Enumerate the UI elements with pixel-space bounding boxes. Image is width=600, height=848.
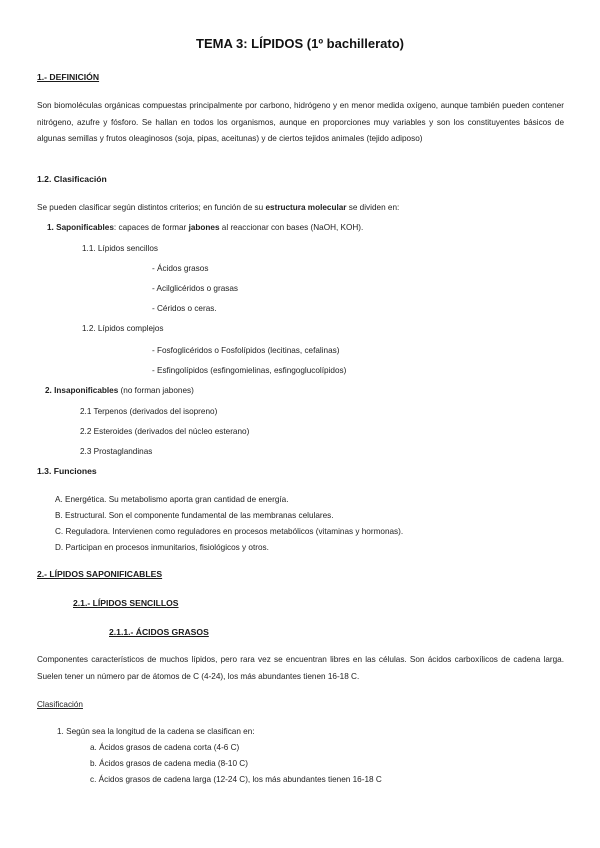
subsection-heading-acidos-grasos: 2.1.1.- ÁCIDOS GRASOS: [109, 627, 209, 637]
list-item: - Céridos o ceras.: [152, 304, 217, 313]
saponificables-text: : capaces de formar: [113, 223, 189, 232]
insaponificables-text: (no forman jabones): [118, 386, 194, 395]
list-item: - Esfingolípidos (esfingomielinas, esfingoglucolípidos): [152, 366, 347, 375]
insaponificables-item: [45, 382, 194, 399]
insaponificables-number: 2.: [45, 386, 52, 395]
lipidos-sencillos-label: 1.1. Lípidos sencillos: [82, 244, 159, 253]
intro-text: Se pueden clasificar según distintos criterios; en función de su: [37, 203, 266, 212]
list-item: 2.2 Esteroides (derivados del núcleo esterano): [80, 427, 250, 436]
list-item: D. Participan en procesos inmunitarios, fisiológicos y otros.: [55, 543, 269, 552]
list-item: 2.1 Terpenos (derivados del isopreno): [80, 407, 218, 416]
definicion-paragraph: Son biomoléculas orgánicas compuestas principalmente por carbono, hidrógeno y en menor medida oxígeno, aunque también pueden contener nitrógeno, azufre y fósforo. Se hallan en todos los organismos, aunque en proporciones muy variables y son los constituyentes básicos de algunas semillas y frutos oleaginosos (soja, pipas, aceitunas) y de ciertos tejidos animales (tejido adiposo): [37, 101, 564, 143]
saponificables-text-end: al reaccionar con bases (NaOH, KOH).: [219, 223, 364, 232]
clasificacion-intro: [37, 199, 399, 216]
document-title: TEMA 3: LÍPIDOS (1º bachillerato): [196, 36, 404, 51]
intro-bold: estructura molecular: [265, 203, 347, 212]
lipidos-complejos-label: 1.2. Lípidos complejos: [82, 324, 164, 333]
list-item: A. Energética. Su metabolismo aporta gran cantidad de energía.: [55, 495, 289, 504]
section-heading-definicion: 1.- DEFINICIÓN: [37, 72, 100, 82]
section-heading-saponificables: 2.- LÍPIDOS SAPONIFICABLES: [37, 569, 163, 579]
saponificables-number: 1.: [47, 223, 54, 232]
list-item: - Fosfoglicéridos o Fosfolípidos (lecitinas, cefalinas): [152, 346, 340, 355]
criterio-longitud: 1. Según sea la longitud de la cadena se clasifican en:: [57, 727, 255, 736]
section-heading-funciones: 1.3. Funciones: [37, 466, 97, 476]
section-heading-clasificacion: 1.2. Clasificación: [37, 174, 107, 184]
list-item: C. Reguladora. Intervienen como reguladores en procesos metabólicos (vitaminas y hormonas).: [55, 527, 404, 536]
saponificables-item: [47, 219, 363, 236]
list-item: - Ácidos grasos: [152, 264, 209, 273]
saponificables-label: Saponificables: [56, 223, 114, 232]
list-item: a. Ácidos grasos de cadena corta (4-6 C): [90, 743, 240, 752]
acidos-grasos-paragraph: Componentes característicos de muchos lípidos, pero rara vez se encuentran libres en las células. Son ácidos carboxílicos de cadena larga. Suelen tener un número par de átomos de C (4-24), los más abundantes tienen 16-18 C.: [37, 655, 564, 681]
insaponificables-label: Insaponificables: [54, 386, 119, 395]
saponificables-bold: jabones: [188, 223, 220, 232]
subsection-heading-sencillos: 2.1.- LÍPIDOS SENCILLOS: [73, 598, 179, 608]
intro-text-end: se dividen en:: [346, 203, 400, 212]
list-item: - Acilglicéridos o grasas: [152, 284, 239, 293]
list-item: b. Ácidos grasos de cadena media (8-10 C): [90, 759, 248, 768]
clasificacion-subheading: Clasificación: [37, 700, 83, 709]
list-item: B. Estructural. Son el componente fundamental de las membranas celulares.: [55, 511, 334, 520]
list-item: 2.3 Prostaglandinas: [80, 447, 153, 456]
list-item: c. Ácidos grasos de cadena larga (12-24 C), los más abundantes tienen 16-18 C: [90, 775, 382, 784]
